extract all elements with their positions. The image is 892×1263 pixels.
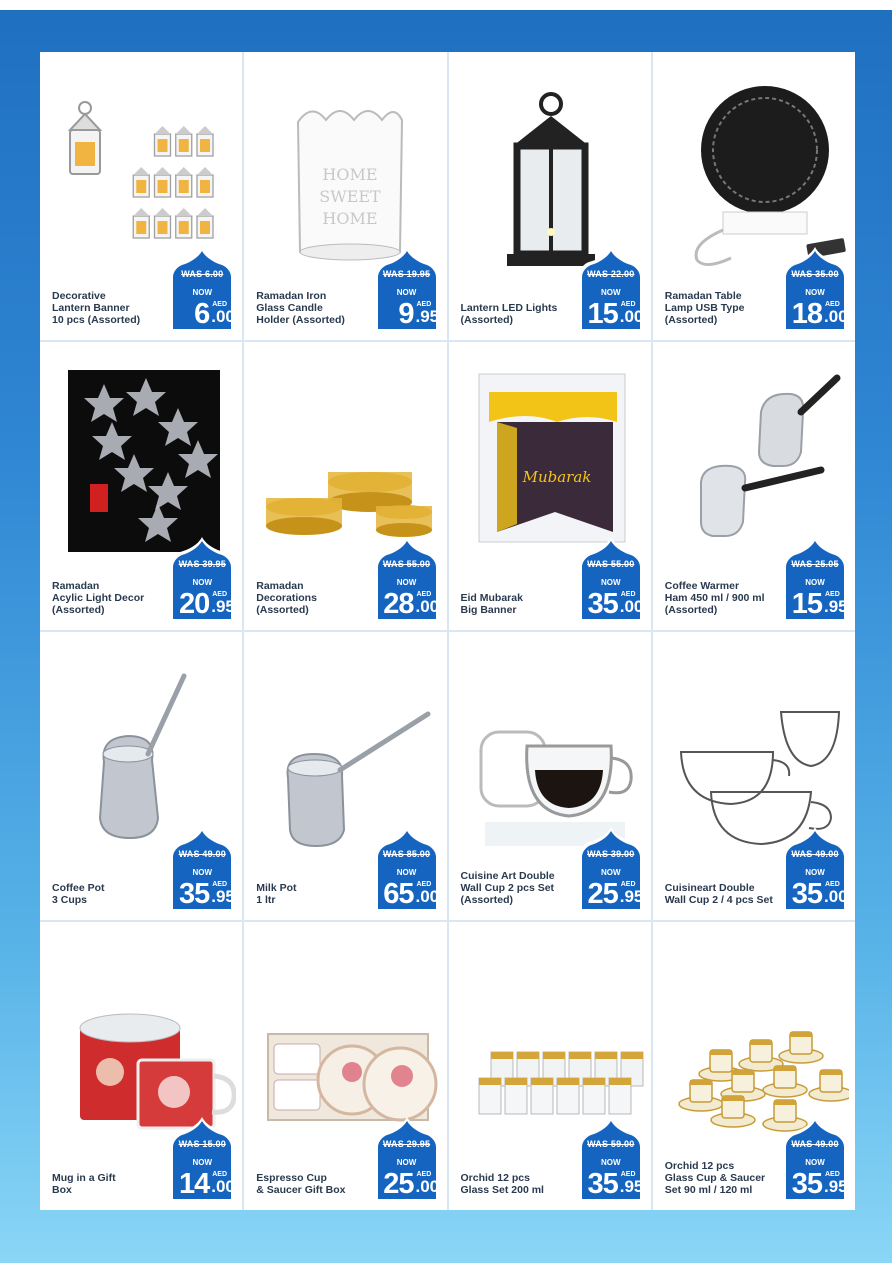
now-label: NOW <box>396 1158 417 1167</box>
price-decimal: .00 <box>415 887 440 906</box>
product-card[interactable] <box>449 342 651 630</box>
product-card[interactable] <box>449 632 651 920</box>
now-price <box>171 1167 235 1201</box>
product-name: Espresso Cup & Saucer Gift Box <box>256 1172 346 1196</box>
gift-mug-icon <box>48 932 236 1142</box>
now-label: NOW <box>805 1158 825 1167</box>
was-price: WAS 49.00 <box>178 849 226 859</box>
currency-label: AED <box>212 1171 228 1178</box>
currency-label: AED <box>416 591 432 598</box>
product-name: Mug in a Gift Box <box>52 1172 116 1196</box>
was-price: WAS 6.00 <box>181 269 224 279</box>
now-price <box>784 587 848 621</box>
svg-text:HOME: HOME <box>322 165 378 184</box>
was-price: WAS 35.00 <box>791 269 839 279</box>
price-decimal: .00 <box>619 307 644 326</box>
double-wall-cup-icon <box>457 642 645 852</box>
currency-label: AED <box>825 301 840 308</box>
price-decimal: .95 <box>211 887 235 906</box>
price-decimal: .95 <box>415 307 440 326</box>
price-integer: 20 <box>178 588 210 620</box>
price-tag <box>575 246 647 336</box>
price-decimal: .95 <box>824 597 848 616</box>
product-name: Decorative Lantern Banner 10 pcs (Assorted) <box>52 290 141 326</box>
glass-cups-icon <box>661 642 849 852</box>
price-integer: 6 <box>194 298 210 330</box>
now-price <box>580 1167 644 1201</box>
was-price: WAS 15.00 <box>178 1139 226 1149</box>
was-price: WAS 55.00 <box>587 559 635 569</box>
price-tag <box>779 1116 851 1206</box>
currency-label: AED <box>212 301 228 308</box>
now-label: NOW <box>396 578 417 587</box>
currency-label: AED <box>416 881 432 888</box>
now-label: NOW <box>600 1158 621 1167</box>
price-decimal: .95 <box>824 1177 848 1196</box>
now-price <box>171 587 235 621</box>
product-name: Milk Pot 1 ltr <box>256 882 297 906</box>
currency-label: AED <box>416 301 432 308</box>
product-name: Cuisineart Double Wall Cup 2 / 4 pcs Set <box>664 882 773 906</box>
price-tag <box>166 246 238 336</box>
product-card[interactable] <box>653 922 855 1210</box>
price-tag <box>779 826 851 916</box>
price-tag <box>779 536 851 626</box>
currency-label: AED <box>620 591 636 598</box>
product-name: Lantern LED Lights (Assorted) <box>460 302 558 326</box>
price-decimal: .95 <box>619 1177 644 1196</box>
table-lamp-icon <box>661 62 849 272</box>
now-price <box>376 1167 440 1201</box>
price-decimal: .00 <box>211 307 235 326</box>
product-name: Coffee Warmer Ham 450 ml / 900 ml (Assorted) <box>664 580 765 616</box>
now-label: NOW <box>396 288 417 297</box>
product-name: Orchid 12 pcs Glass Cup & Saucer Set 90 ml / 120 ml <box>664 1160 766 1196</box>
now-label: NOW <box>805 578 825 587</box>
product-card[interactable] <box>40 632 242 920</box>
was-price: WAS 39.95 <box>178 559 226 569</box>
price-integer: 15 <box>791 588 822 620</box>
price-decimal: .95 <box>619 887 644 906</box>
now-label: NOW <box>600 288 621 297</box>
price-decimal: .00 <box>619 597 644 616</box>
currency-label: AED <box>825 1171 840 1178</box>
was-price: WAS 85.00 <box>382 849 431 859</box>
price-tag <box>166 1116 238 1206</box>
cup-saucer-set-icon <box>661 932 849 1142</box>
price-decimal: .95 <box>211 597 235 616</box>
product-name: Cuisine Art Double Wall Cup 2 pcs Set (Assorted) <box>460 870 555 906</box>
product-name: Orchid 12 pcs Glass Set 200 ml <box>460 1172 544 1196</box>
was-price: WAS 25.05 <box>791 559 839 569</box>
currency-label: AED <box>620 1171 636 1178</box>
currency-label: AED <box>416 1171 432 1178</box>
now-price <box>376 877 440 911</box>
coffee-warmer-icon <box>661 352 849 562</box>
was-price: WAS 55.00 <box>382 559 431 569</box>
product-card[interactable] <box>244 632 446 920</box>
now-label: NOW <box>805 868 825 877</box>
price-tag <box>575 1116 647 1206</box>
now-label: NOW <box>192 288 213 297</box>
price-integer: 15 <box>587 298 618 330</box>
price-integer: 35 <box>587 588 618 620</box>
price-tag <box>779 246 851 336</box>
product-card[interactable] <box>653 52 855 340</box>
led-lantern-icon <box>457 62 645 272</box>
now-label: NOW <box>600 578 621 587</box>
now-label: NOW <box>192 868 213 877</box>
price-integer: 28 <box>383 588 414 620</box>
product-card[interactable] <box>653 632 855 920</box>
currency-label: AED <box>212 881 228 888</box>
product-card[interactable] <box>244 922 446 1210</box>
currency-label: AED <box>620 881 636 888</box>
price-integer: 35 <box>791 1168 822 1200</box>
price-tag <box>575 826 647 916</box>
product-card[interactable] <box>40 922 242 1210</box>
price-decimal: .00 <box>211 1177 235 1196</box>
price-decimal: .00 <box>824 307 848 326</box>
currency-label: AED <box>620 301 636 308</box>
currency-label: AED <box>825 591 840 598</box>
glass-set-icon <box>457 932 645 1142</box>
price-decimal: .00 <box>415 1177 440 1196</box>
price-tag <box>166 826 238 916</box>
now-price <box>580 297 644 331</box>
gold-trays-icon <box>252 352 440 562</box>
price-tag <box>371 246 443 336</box>
currency-label: AED <box>825 881 840 888</box>
price-tag <box>371 1116 443 1206</box>
price-tag <box>575 536 647 626</box>
was-price: WAS 49.00 <box>791 849 839 859</box>
now-price <box>376 297 440 331</box>
star-lights-icon <box>48 352 236 562</box>
espresso-set-icon <box>252 932 440 1142</box>
price-decimal: .00 <box>415 597 440 616</box>
now-label: NOW <box>396 868 417 877</box>
product-name: Eid Mubarak Big Banner <box>460 592 523 616</box>
now-price <box>171 877 235 911</box>
product-card[interactable] <box>244 52 446 340</box>
now-price <box>171 297 235 331</box>
price-integer: 65 <box>383 878 414 910</box>
now-price <box>580 877 644 911</box>
product-card[interactable] <box>40 52 242 340</box>
price-integer: 14 <box>178 1168 210 1200</box>
product-name: Ramadan Acylic Light Decor (Assorted) <box>52 580 145 616</box>
was-price: WAS 39.00 <box>587 849 635 859</box>
candle-holder-icon <box>252 62 440 272</box>
now-price <box>784 1167 848 1201</box>
product-card[interactable] <box>449 922 651 1210</box>
product-name: Coffee Pot 3 Cups <box>52 882 105 906</box>
price-tag <box>371 536 443 626</box>
now-price <box>784 877 848 911</box>
svg-text:SWEET: SWEET <box>319 187 381 206</box>
was-price: WAS 29.95 <box>382 1139 431 1149</box>
was-price: WAS 59.00 <box>587 1139 635 1149</box>
price-tag <box>371 826 443 916</box>
now-price <box>784 297 848 331</box>
price-integer: 25 <box>587 878 618 910</box>
now-label: NOW <box>192 578 213 587</box>
was-price: WAS 19.95 <box>382 269 431 279</box>
currency-label: AED <box>212 591 228 598</box>
product-card[interactable] <box>40 342 242 630</box>
now-label: NOW <box>192 1158 213 1167</box>
now-price <box>376 587 440 621</box>
product-card[interactable] <box>244 342 446 630</box>
product-name: Ramadan Decorations (Assorted) <box>256 580 317 616</box>
now-price <box>580 587 644 621</box>
price-integer: 35 <box>178 878 210 910</box>
price-tag <box>166 536 238 626</box>
price-integer: 18 <box>791 298 822 330</box>
product-card[interactable] <box>449 52 651 340</box>
price-integer: 35 <box>587 1168 618 1200</box>
lantern-banner-icon <box>48 62 236 272</box>
product-name: Ramadan Iron Glass Candle Holder (Assorted) <box>256 290 345 326</box>
product-card[interactable] <box>653 342 855 630</box>
coffee-pot-icon <box>48 642 236 852</box>
now-label: NOW <box>600 868 621 877</box>
eid-banner-icon <box>457 352 645 562</box>
was-price: WAS 22.00 <box>587 269 635 279</box>
product-name: Ramadan Table Lamp USB Type (Assorted) <box>664 290 745 326</box>
svg-text:HOME: HOME <box>322 209 378 228</box>
milk-pot-icon <box>252 642 440 852</box>
price-integer: 35 <box>791 878 822 910</box>
now-label: NOW <box>805 288 825 297</box>
product-grid <box>40 52 855 1210</box>
price-integer: 25 <box>383 1168 414 1200</box>
price-decimal: .00 <box>824 887 848 906</box>
price-integer: 9 <box>398 298 414 330</box>
was-price: WAS 49.00 <box>791 1139 839 1149</box>
svg-text:Mubarak: Mubarak <box>522 468 591 486</box>
